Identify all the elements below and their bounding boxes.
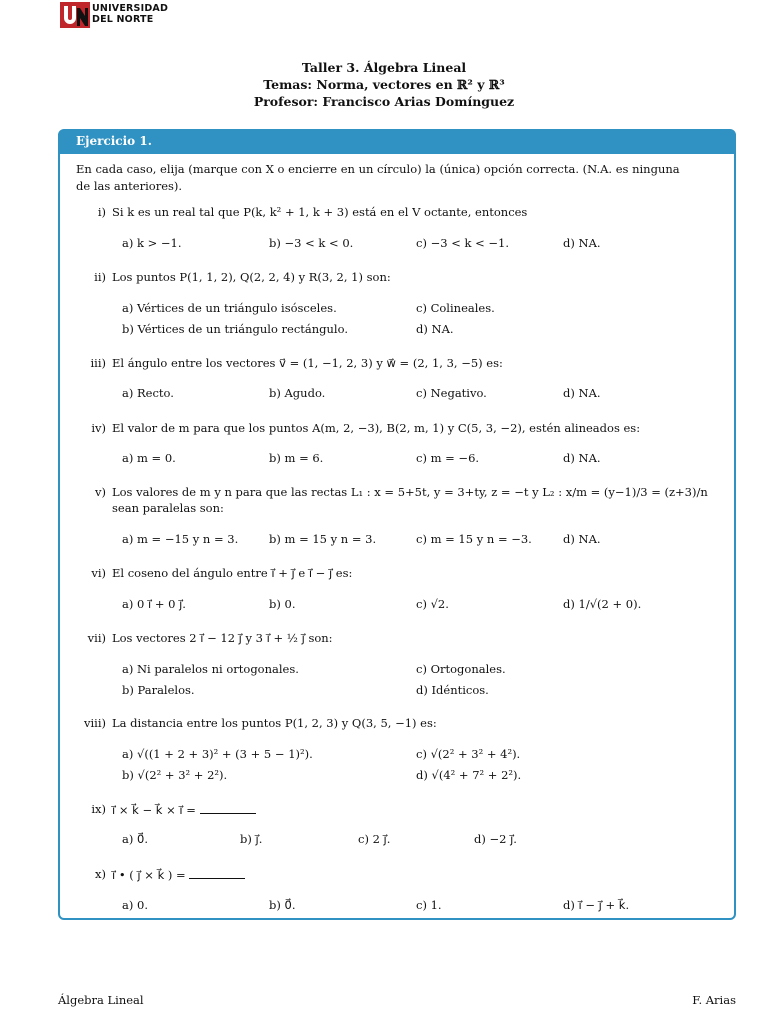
option-b[interactable]: b) −3 < k < 0. [269, 236, 354, 250]
option-d[interactable]: d) 1/√(2 + 0). [563, 597, 642, 611]
option-b[interactable]: b) Paralelos. [122, 683, 195, 697]
option-c[interactable]: c) Ortogonales. [416, 662, 506, 676]
question-text: El valor de m para que los puntos A(m, 2, −3), B(2, m, 1) y C(5, 3, −2), estén alineados es: [112, 421, 641, 435]
question-text-cont: sean paralelas son: [112, 501, 224, 515]
option-a[interactable]: a) m = 0. [122, 451, 176, 465]
exercise-intro-line1: En cada caso, elija (marque con X o encierre en un círculo) la (única) opción correcta. (N.A. es ninguna [76, 162, 680, 176]
option-b[interactable]: b) √(2² + 3² + 2²). [122, 768, 228, 782]
option-a[interactable]: a) 0⃗. [122, 832, 148, 846]
question-text [112, 867, 245, 882]
option-c[interactable]: c) Negativo. [416, 386, 487, 400]
option-c[interactable]: c) 1. [416, 898, 442, 912]
question-number: i) [97, 205, 106, 219]
option-b[interactable]: b) m = 6. [269, 451, 324, 465]
question-expression: i⃗ × k⃗ − k⃗ × i⃗ = [112, 803, 196, 817]
option-b[interactable]: b) Vértices de un triángulo rectángulo. [122, 322, 348, 336]
exercise-title: Ejercicio 1. [60, 131, 734, 154]
question-number: viii) [83, 716, 106, 730]
un-logo-icon [60, 0, 90, 30]
option-d[interactable]: d) √(4² + 7² + 2²). [416, 768, 522, 782]
document-professor: Profesor: Francisco Arias Domínguez [253, 94, 515, 109]
question-text: El coseno del ángulo entre i⃗ + j⃗ e i⃗ − j⃗ es: [112, 566, 353, 580]
option-c[interactable]: c) m = −6. [416, 451, 480, 465]
question-number: vii) [87, 631, 106, 645]
question-text: Los valores de m y n para que las rectas L₁ : x = 5+5t, y = 3+ty, z = −t y L₂ : x/m = (y−1)/3 = (z+3)/n [112, 485, 708, 499]
footer-course: Álgebra Lineal [58, 993, 144, 1007]
option-c[interactable]: c) Colineales. [416, 301, 495, 315]
option-b[interactable]: b) 0⃗. [269, 898, 296, 912]
option-c[interactable]: c) √(2² + 3² + 4²). [416, 747, 521, 761]
question-text: La distancia entre los puntos P(1, 2, 3) y Q(3, 5, −1) es: [112, 716, 437, 730]
option-c[interactable]: c) √2. [416, 597, 449, 611]
option-a[interactable]: a) m = −15 y n = 3. [122, 532, 239, 546]
logo-line2: DEL NORTE [92, 14, 154, 25]
question-text: Los puntos P(1, 1, 2), Q(2, 2, 4) y R(3, 2, 1) son: [112, 270, 391, 284]
option-a[interactable]: a) 0. [122, 898, 148, 912]
exercise-intro-line2: de las anteriores). [76, 179, 183, 193]
logo-line1: UNIVERSIDAD [92, 3, 169, 14]
option-d[interactable]: d) NA. [416, 322, 454, 336]
question-number: iii) [90, 356, 106, 370]
question-number: v) [95, 485, 106, 499]
option-a[interactable]: a) √((1 + 2 + 3)² + (3 + 5 − 1)²). [122, 747, 313, 761]
option-d[interactable]: d) NA. [563, 386, 601, 400]
question-expression: i⃗ • ( j⃗ × k⃗ ) = [112, 868, 186, 882]
question-number: ix) [91, 802, 106, 816]
option-d[interactable]: d) −2 j⃗. [474, 832, 517, 846]
option-c[interactable]: c) −3 < k < −1. [416, 236, 510, 250]
answer-blank[interactable] [189, 867, 245, 879]
option-a[interactable]: a) 0 i⃗ + 0 j⃗. [122, 597, 186, 611]
question-text: Si k es un real tal que P(k, k² + 1, k + 3) está en el V octante, entonces [112, 205, 528, 219]
question-number: iv) [91, 421, 106, 435]
option-b[interactable]: b) m = 15 y n = 3. [269, 532, 377, 546]
document-topics: Temas: Norma, vectores en ℝ² y ℝ³ [263, 77, 505, 92]
question-number: x) [95, 867, 106, 881]
question-text: El ángulo entre los vectores v⃗ = (1, −1, 2, 3) y w⃗ = (2, 1, 3, −5) es: [112, 356, 503, 370]
option-a[interactable]: a) Vértices de un triángulo isósceles. [122, 301, 337, 315]
option-d[interactable]: d) NA. [563, 236, 601, 250]
question-number: vi) [91, 566, 106, 580]
option-c[interactable]: c) m = 15 y n = −3. [416, 532, 532, 546]
option-a[interactable]: a) Recto. [122, 386, 174, 400]
option-a[interactable]: a) Ni paralelos ni ortogonales. [122, 662, 299, 676]
answer-blank[interactable] [200, 802, 256, 814]
option-d[interactable]: d) NA. [563, 532, 601, 546]
question-text [112, 802, 256, 817]
exercise-box [58, 129, 736, 920]
option-b[interactable]: b) Agudo. [269, 386, 326, 400]
option-a[interactable]: a) k > −1. [122, 236, 182, 250]
option-b[interactable]: b) j⃗. [240, 832, 263, 846]
document-title: Taller 3. Álgebra Lineal [301, 60, 467, 75]
question-text: Los vectores 2 i⃗ − 12 j⃗ y 3 i⃗ + ½ j⃗ son: [112, 631, 333, 645]
option-c[interactable]: c) 2 j⃗. [358, 832, 391, 846]
option-d[interactable]: d) Idénticos. [416, 683, 489, 697]
footer-author: F. Arias [692, 993, 736, 1007]
university-logo [60, 0, 170, 32]
option-b[interactable]: b) 0. [269, 597, 296, 611]
option-d[interactable]: d) NA. [563, 451, 601, 465]
question-number: ii) [94, 270, 106, 284]
option-d[interactable]: d) i⃗ − j⃗ + k⃗. [563, 898, 630, 912]
